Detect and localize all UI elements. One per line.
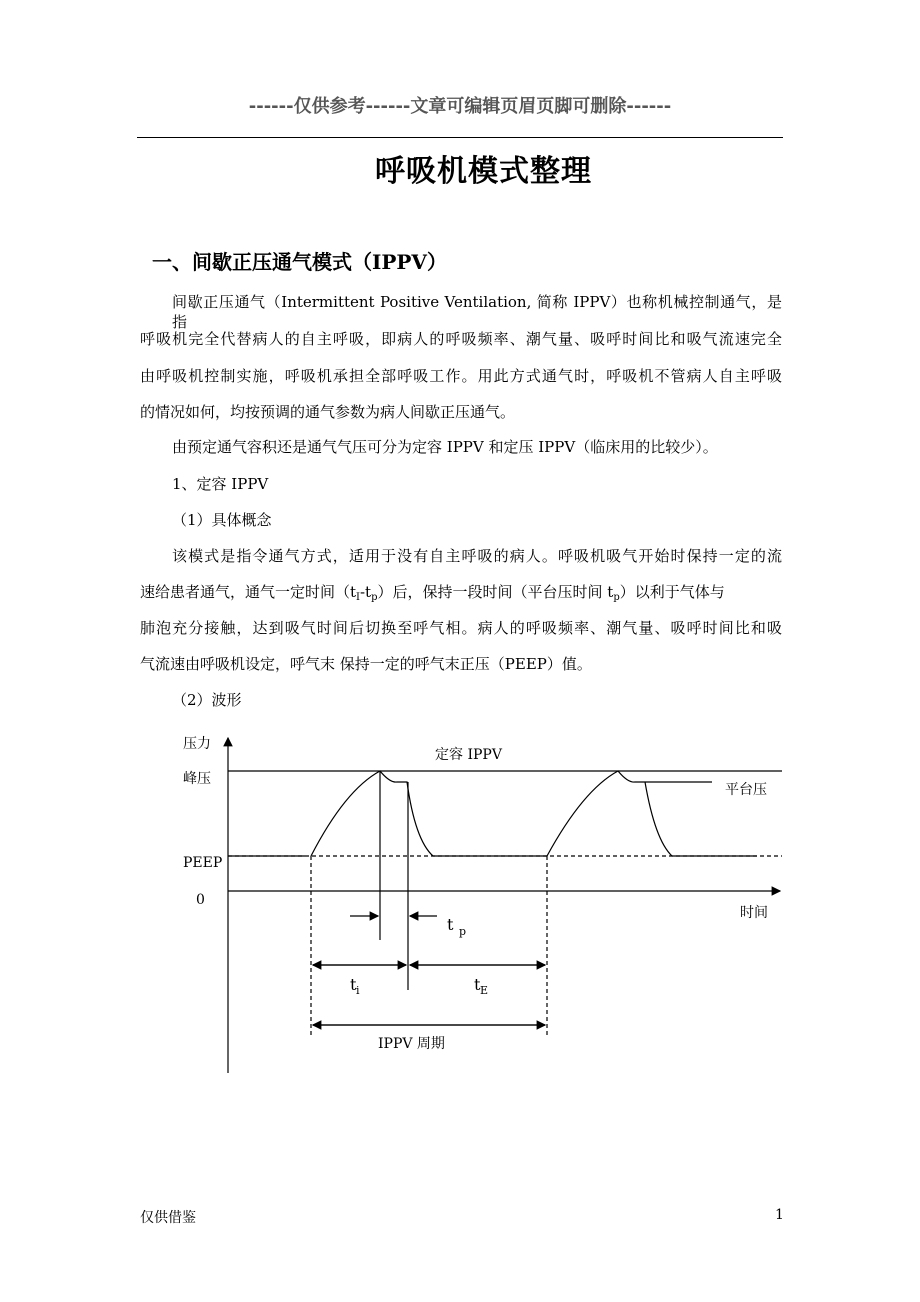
page-number: 1 xyxy=(775,1207,784,1223)
footer-note: 仅供借鉴 xyxy=(140,1210,196,1226)
section-heading: 一、间歇正压通气模式（IPPV） xyxy=(152,250,447,274)
paragraph-line: 肺泡充分接触，达到吸气时间后切换至呼气相。病人的呼吸频率、潮气量、吸呼时间比和吸 xyxy=(140,619,782,637)
subscript: I xyxy=(356,592,360,603)
paragraph: 由预定通气容积还是通气气压可分为定容 IPPV 和定压 IPPV（临床用的比较少）。 xyxy=(172,438,718,456)
document-title: 呼吸机模式整理 xyxy=(375,154,592,189)
text: ）以利于气体与 xyxy=(619,583,725,601)
peep-label: PEEP xyxy=(183,855,223,871)
text: 速给患者通气，通气一定时间（t xyxy=(140,583,357,601)
text: ）后，保持一段时间（平台压时间 t xyxy=(377,583,614,601)
te-label: t xyxy=(474,975,481,994)
subheading: （1）具体概念 xyxy=(172,511,272,529)
y-axis-label: 压力 xyxy=(183,736,211,752)
tp-sub: p xyxy=(459,925,467,938)
zero-label: 0 xyxy=(196,892,205,908)
paragraph-line: 由呼吸机控制实施，呼吸机承担全部呼吸工作。用此方式通气时，呼吸机不管病人自主呼吸 xyxy=(140,367,782,385)
paragraph-line: 气流速由呼吸机设定，呼气末 保持一定的呼气末正压（PEEP）值。 xyxy=(140,655,592,673)
ti-label: t xyxy=(350,975,357,994)
x-axis-label: 时间 xyxy=(740,905,768,921)
paragraph-line: 间歇正压通气（Intermittent Positive Ventilation, 简称 IPPV）也称机械控制通气，是指 xyxy=(172,293,782,331)
plateau-label: 平台压 xyxy=(725,782,767,798)
paragraph-line: 的情况如何，均按预调的通气参数为病人间歇正压通气。 xyxy=(140,403,516,421)
subheading: 1、定容 IPPV xyxy=(172,475,269,493)
waveform-cycle-1 xyxy=(311,771,547,856)
tp-label: t xyxy=(447,915,454,934)
text: -t xyxy=(359,583,372,601)
page-header-watermark: ------仅供参考------文章可编辑页眉页脚可删除------ xyxy=(248,96,672,117)
subheading: （2）波形 xyxy=(172,691,242,709)
ti-sub: i xyxy=(356,984,360,997)
diagram-title: 定容 IPPV xyxy=(435,747,502,763)
paragraph-line: 该模式是指令通气方式，适用于没有自主呼吸的病人。呼吸机吸气开始时保持一定的流 xyxy=(172,547,782,565)
te-sub: E xyxy=(480,984,489,997)
subscript: p xyxy=(371,592,378,603)
period-label: IPPV 周期 xyxy=(378,1036,445,1052)
subscript: p xyxy=(613,592,620,603)
paragraph-line: 呼吸机完全代替病人的自主呼吸，即病人的呼吸频率、潮气量、吸呼时间比和吸气流速完全 xyxy=(140,330,782,348)
peak-label: 峰压 xyxy=(183,771,211,787)
